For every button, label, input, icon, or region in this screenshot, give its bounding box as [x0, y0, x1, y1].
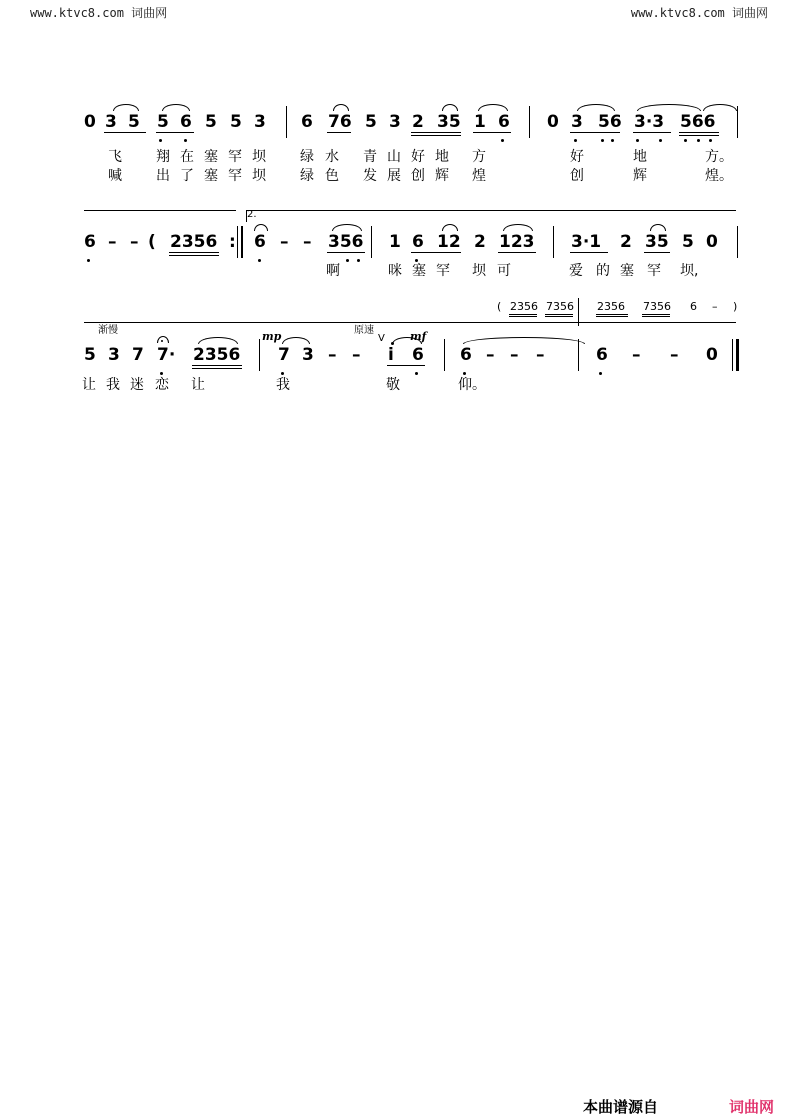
- note: 1: [389, 232, 401, 252]
- lyrics-row-1-verse-2: [0, 167, 790, 187]
- note: 3: [108, 345, 120, 365]
- note: 2356: [170, 232, 218, 252]
- lyric: 山: [387, 149, 401, 165]
- note: –: [510, 345, 519, 365]
- lyric: 方。: [705, 149, 733, 165]
- note: 7·: [157, 345, 176, 365]
- note: 2356: [193, 345, 241, 365]
- watermark-right: www.ktvc8.com 词曲网: [630, 6, 768, 20]
- note: 35: [645, 232, 669, 252]
- second-ending-label: 2.: [247, 209, 257, 220]
- breath-mark: V: [378, 333, 385, 344]
- lyric: 创: [411, 168, 425, 184]
- note: 3: [302, 345, 314, 365]
- accomp-note: (: [497, 300, 502, 313]
- note: 6: [412, 345, 424, 365]
- note: 6: [412, 232, 424, 252]
- lyric: 煌。: [705, 168, 733, 184]
- lyric: 发: [363, 168, 377, 184]
- lyric: 翔: [156, 149, 170, 165]
- note: 0: [706, 345, 718, 365]
- note: 123: [499, 232, 535, 252]
- lyric: 在: [180, 149, 194, 165]
- lyric: 让: [82, 377, 96, 393]
- note: 5: [128, 112, 140, 132]
- lyric: 地: [435, 149, 449, 165]
- accomp-note: 2356: [597, 300, 625, 313]
- lyric: 恋: [155, 377, 169, 393]
- lyric: 塞: [204, 149, 218, 165]
- lyrics-row-3: [0, 376, 790, 396]
- note: –: [108, 232, 117, 252]
- lyric: 让: [191, 377, 205, 393]
- lyric: 爱: [569, 263, 583, 279]
- lyric: 了: [180, 168, 194, 184]
- lyric: 好: [570, 149, 584, 165]
- lyric: 仰。: [458, 377, 486, 393]
- note: –: [280, 232, 289, 252]
- note: 0: [547, 112, 559, 132]
- note: –: [632, 345, 641, 365]
- note: (: [148, 232, 156, 252]
- dynamic-mp: mp: [262, 330, 282, 343]
- lyrics-row-2: [0, 262, 790, 282]
- accomp-note: –: [712, 300, 718, 313]
- note: –: [670, 345, 679, 365]
- lyric: 水: [325, 149, 339, 165]
- dynamic-mf: mf: [410, 330, 427, 343]
- note: 3: [105, 112, 117, 132]
- lyric: 坝,: [680, 263, 699, 279]
- lyric: 塞: [204, 168, 218, 184]
- note: 3·1: [571, 232, 602, 252]
- lyric: 青: [363, 149, 377, 165]
- note: 2: [412, 112, 424, 132]
- lyric: 塞: [620, 263, 634, 279]
- note: –: [486, 345, 495, 365]
- lyric: 出: [156, 168, 170, 184]
- notes-row-1: [0, 112, 790, 132]
- lyric: 罕: [436, 263, 450, 279]
- tempo-mark-slowing: 渐慢: [98, 325, 118, 336]
- repeat-sign: :: [229, 232, 236, 252]
- lyric: 色: [325, 168, 339, 184]
- note: 0: [84, 112, 96, 132]
- note: 3: [254, 112, 266, 132]
- accomp-note: 7356: [643, 300, 671, 313]
- note: 5: [682, 232, 694, 252]
- lyric: 飞: [108, 149, 122, 165]
- note: –: [536, 345, 545, 365]
- lyric: 地: [633, 149, 647, 165]
- note: 2: [620, 232, 632, 252]
- notes-row-3: [0, 345, 790, 365]
- note: 6: [460, 345, 472, 365]
- note: 6: [84, 232, 96, 252]
- note: 12: [437, 232, 461, 252]
- note: 5: [365, 112, 377, 132]
- accomp-note: ): [733, 300, 738, 313]
- accomp-note: 6: [690, 300, 697, 313]
- lyric: 喊: [108, 168, 122, 184]
- lyric: 好: [411, 149, 425, 165]
- note: 3: [571, 112, 583, 132]
- lyric: 方: [472, 149, 486, 165]
- lyric: 辉: [435, 168, 449, 184]
- note: 6: [498, 112, 510, 132]
- lyrics-row-1-verse-1: [0, 148, 790, 168]
- lyric: 辉: [633, 168, 647, 184]
- note: –: [328, 345, 337, 365]
- lyric: 敬: [386, 377, 400, 393]
- lyric: 可: [497, 263, 511, 279]
- lyric: 罕: [647, 263, 661, 279]
- note: 6: [254, 232, 266, 252]
- note: –: [352, 345, 361, 365]
- note: 56: [598, 112, 622, 132]
- note: 566: [680, 112, 716, 132]
- note: 1: [474, 112, 486, 132]
- note: 5: [157, 112, 169, 132]
- footer-site-logo[interactable]: 词曲网: [729, 1098, 775, 1116]
- note: 6: [301, 112, 313, 132]
- lyric: 煌: [472, 168, 486, 184]
- note: 356: [328, 232, 364, 252]
- notes-row-2: [0, 232, 790, 252]
- lyric: 罕: [228, 168, 242, 184]
- note: 76: [328, 112, 352, 132]
- lyric: 迷: [130, 377, 144, 393]
- lyric: 的: [596, 263, 610, 279]
- accomp-note: 7356: [546, 300, 574, 313]
- lyric: 啊: [326, 263, 340, 279]
- accomp-note: 2356: [510, 300, 538, 313]
- lyric: 塞: [412, 263, 426, 279]
- lyric: 绿: [300, 149, 314, 165]
- lyric: 创: [570, 168, 584, 184]
- lyric: 展: [387, 168, 401, 184]
- lyric: 我: [276, 377, 290, 393]
- note: 6: [596, 345, 608, 365]
- note: 35: [437, 112, 461, 132]
- note: –: [303, 232, 312, 252]
- note: 3: [389, 112, 401, 132]
- note: 3·3: [634, 112, 665, 132]
- lyric: 绿: [300, 168, 314, 184]
- note: i: [388, 345, 394, 365]
- lyric: 罕: [228, 149, 242, 165]
- note: 5: [230, 112, 242, 132]
- tempo-mark-original: 原速: [354, 325, 374, 336]
- note: –: [130, 232, 139, 252]
- lyric: 坝: [252, 149, 266, 165]
- lyric: 坝: [252, 168, 266, 184]
- lyric: 坝: [472, 263, 486, 279]
- watermark-left: www.ktvc8.com 词曲网: [30, 6, 168, 20]
- lyric: 咪: [388, 263, 402, 279]
- note: 5: [205, 112, 217, 132]
- note: 5: [84, 345, 96, 365]
- note: 7: [278, 345, 290, 365]
- note: 0: [706, 232, 718, 252]
- note: 2: [474, 232, 486, 252]
- note: 6: [180, 112, 192, 132]
- lyric: 我: [106, 377, 120, 393]
- note: 7: [132, 345, 144, 365]
- footer-source-label: 本曲谱源自: [583, 1098, 659, 1116]
